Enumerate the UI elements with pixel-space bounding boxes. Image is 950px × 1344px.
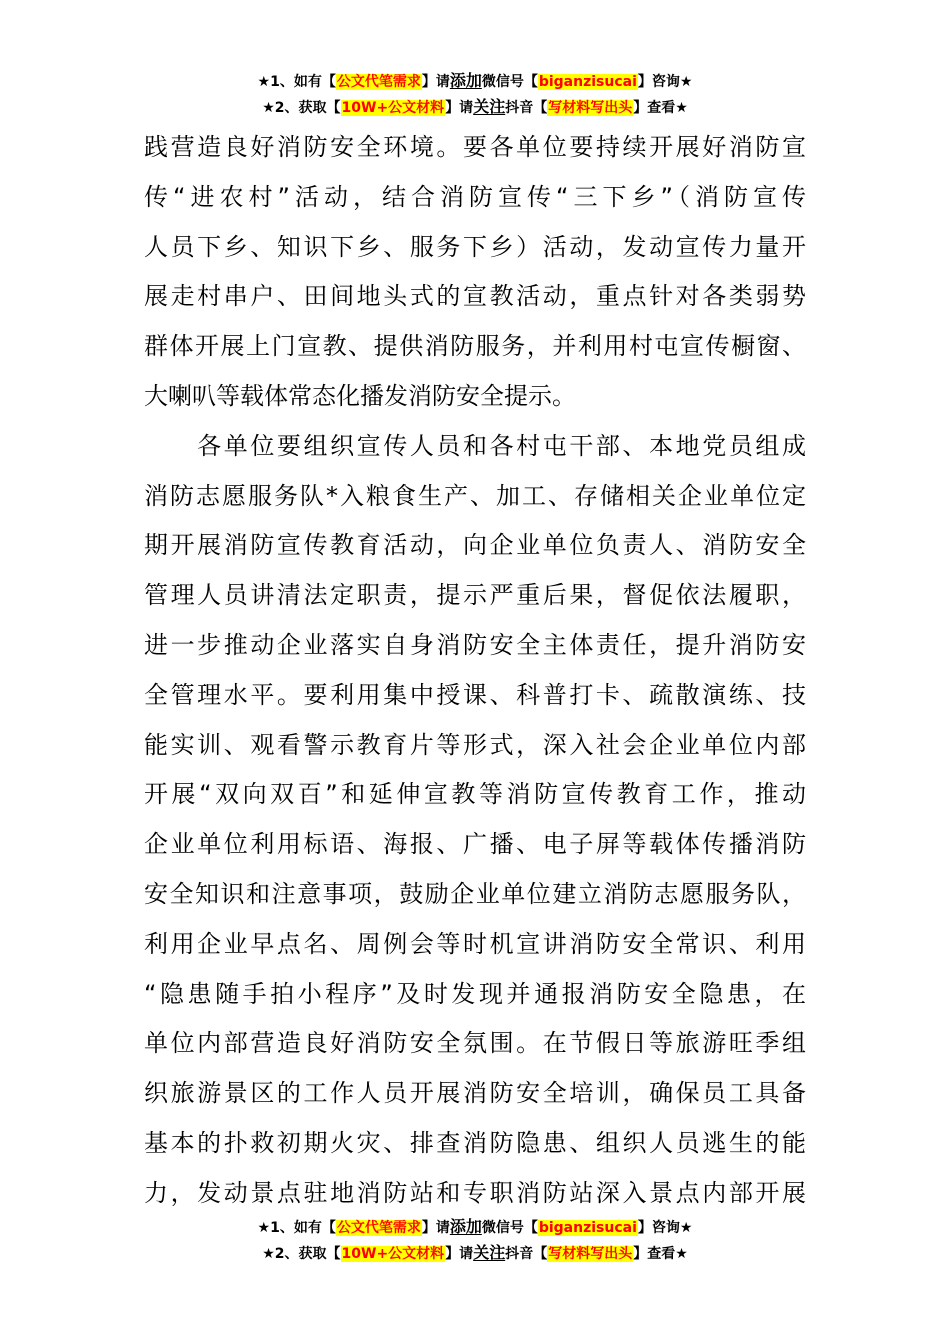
- paragraph-line: 力，发动景点驻地消防站和专职消防站深入景点内部开展: [144, 1178, 806, 1207]
- footer-line-1-mid2: 微信号【: [481, 1220, 538, 1236]
- paragraph-line: 利用企业早点名、周例会等时机宣讲消防安全常识、利用: [144, 929, 806, 958]
- paragraph-line: 践营造良好消防安全环境。要各单位要持续开展好消防宣: [144, 133, 806, 161]
- footer-line-2-mid1: 】请: [445, 1246, 474, 1262]
- paragraph-1: [144, 123, 806, 422]
- banner-line-2-prefix: ★2、获取【: [262, 100, 341, 116]
- paragraph-line: 大喇叭等载体常态化播发消防安全提示。: [144, 381, 576, 410]
- document-body: [144, 123, 806, 1219]
- paragraph-line: 织旅游景区的工作人员开展消防安全培训，确保员工具备: [144, 1079, 806, 1108]
- footer-line-2-prefix: ★2、获取【: [262, 1246, 341, 1262]
- footer-banner: [0, 1214, 950, 1266]
- footer-line-1-mid1: 】请: [421, 1220, 450, 1236]
- footer-banner-line-2: [0, 1240, 950, 1266]
- header-banner: [0, 68, 950, 120]
- banner-line-1-mid2: 微信号【: [481, 74, 538, 90]
- paragraph-line: 期开展消防宣传教育活动，向企业单位负责人、消防安全: [144, 531, 806, 560]
- paragraph-line: 全管理水平。要利用集中授课、科普打卡、疏散演练、技: [144, 680, 806, 709]
- paragraph-line: 安全知识和注意事项，鼓励企业单位建立消防志愿服务队，: [144, 879, 806, 908]
- paragraph-line: 企业单位利用标语、海报、广播、电子屏等载体传播消防: [144, 830, 806, 859]
- banner-line-2-mid1: 】请: [445, 100, 474, 116]
- paragraph-line: 管理人员讲清法定职责，提示严重后果，督促依法履职，: [144, 581, 806, 610]
- paragraph-line: 开展“双向双百”和延伸宣教等消防宣传教育工作，推动: [144, 780, 806, 809]
- banner-line-2-mid2: 抖音【: [505, 100, 548, 116]
- footer-line-1-suffix: 】咨询★: [637, 1220, 693, 1236]
- footer-line-2-highlight-materials: 10W+公文材料: [341, 1246, 445, 1262]
- banner-line-1-mid1: 】请: [421, 74, 450, 90]
- footer-line-1-underlined: 添加: [449, 1217, 482, 1236]
- banner-line-1-suffix: 】咨询★: [637, 74, 693, 90]
- footer-line-1-highlight-service: 公文代笔需求: [336, 1220, 421, 1236]
- footer-line-2-suffix: 】查看★: [633, 1246, 688, 1262]
- footer-line-1-prefix: ★1、如有【: [257, 1220, 336, 1236]
- footer-line-2-mid2: 抖音【: [505, 1246, 548, 1262]
- footer-line-2-underlined: 关注: [473, 1243, 506, 1262]
- footer-line-2-highlight-douyin: 写材料写出头: [548, 1246, 633, 1262]
- banner-line-2-suffix: 】查看★: [633, 100, 688, 116]
- banner-line-1-prefix: ★1、如有【: [257, 74, 336, 90]
- paragraph-line: “隐患随手拍小程序”及时发现并通报消防安全隐患，在: [144, 979, 806, 1008]
- paragraph-line: 传“进农村”活动，结合消防宣传“三下乡”（消防宣传: [144, 182, 806, 211]
- banner-line-2-highlight-douyin: 写材料写出头: [548, 100, 633, 116]
- banner-line-1-underlined: 添加: [449, 71, 482, 90]
- banner-line-2: [0, 94, 950, 120]
- paragraph-line: 进一步推动企业落实自身消防安全主体责任，提升消防安: [144, 630, 806, 659]
- paragraph-line: 消防志愿服务队*入粮食生产、加工、存储相关企业单位定: [144, 481, 806, 510]
- paragraph-line: 各单位要组织宣传人员和各村屯干部、本地党员组成: [144, 431, 806, 460]
- paragraph-line: 单位内部营造良好消防安全氛围。在节假日等旅游旺季组: [144, 1029, 806, 1058]
- banner-line-1: [0, 68, 950, 94]
- footer-line-1-highlight-wechat: biganzisucai: [538, 1220, 637, 1236]
- banner-line-2-highlight-materials: 10W+公文材料: [341, 100, 445, 116]
- banner-line-2-underlined: 关注: [473, 97, 506, 116]
- paragraph-2: [144, 422, 806, 1219]
- banner-line-1-highlight-service: 公文代笔需求: [336, 74, 421, 90]
- paragraph-line: 群体开展上门宣教、提供消防服务，并利用村屯宣传橱窗、: [144, 332, 806, 361]
- banner-line-1-highlight-wechat: biganzisucai: [538, 74, 637, 90]
- paragraph-line: 能实训、观看警示教育片等形式，深入社会企业单位内部: [144, 730, 806, 759]
- paragraph-line: 人员下乡、知识下乡、服务下乡）活动，发动宣传力量开: [144, 232, 806, 261]
- footer-banner-line-1: [0, 1214, 950, 1240]
- paragraph-line: 展走村串户、田间地头式的宣教活动，重点针对各类弱势: [144, 282, 806, 311]
- paragraph-line: 基本的扑救初期火灾、排查消防隐患、组织人员逃生的能: [144, 1128, 806, 1157]
